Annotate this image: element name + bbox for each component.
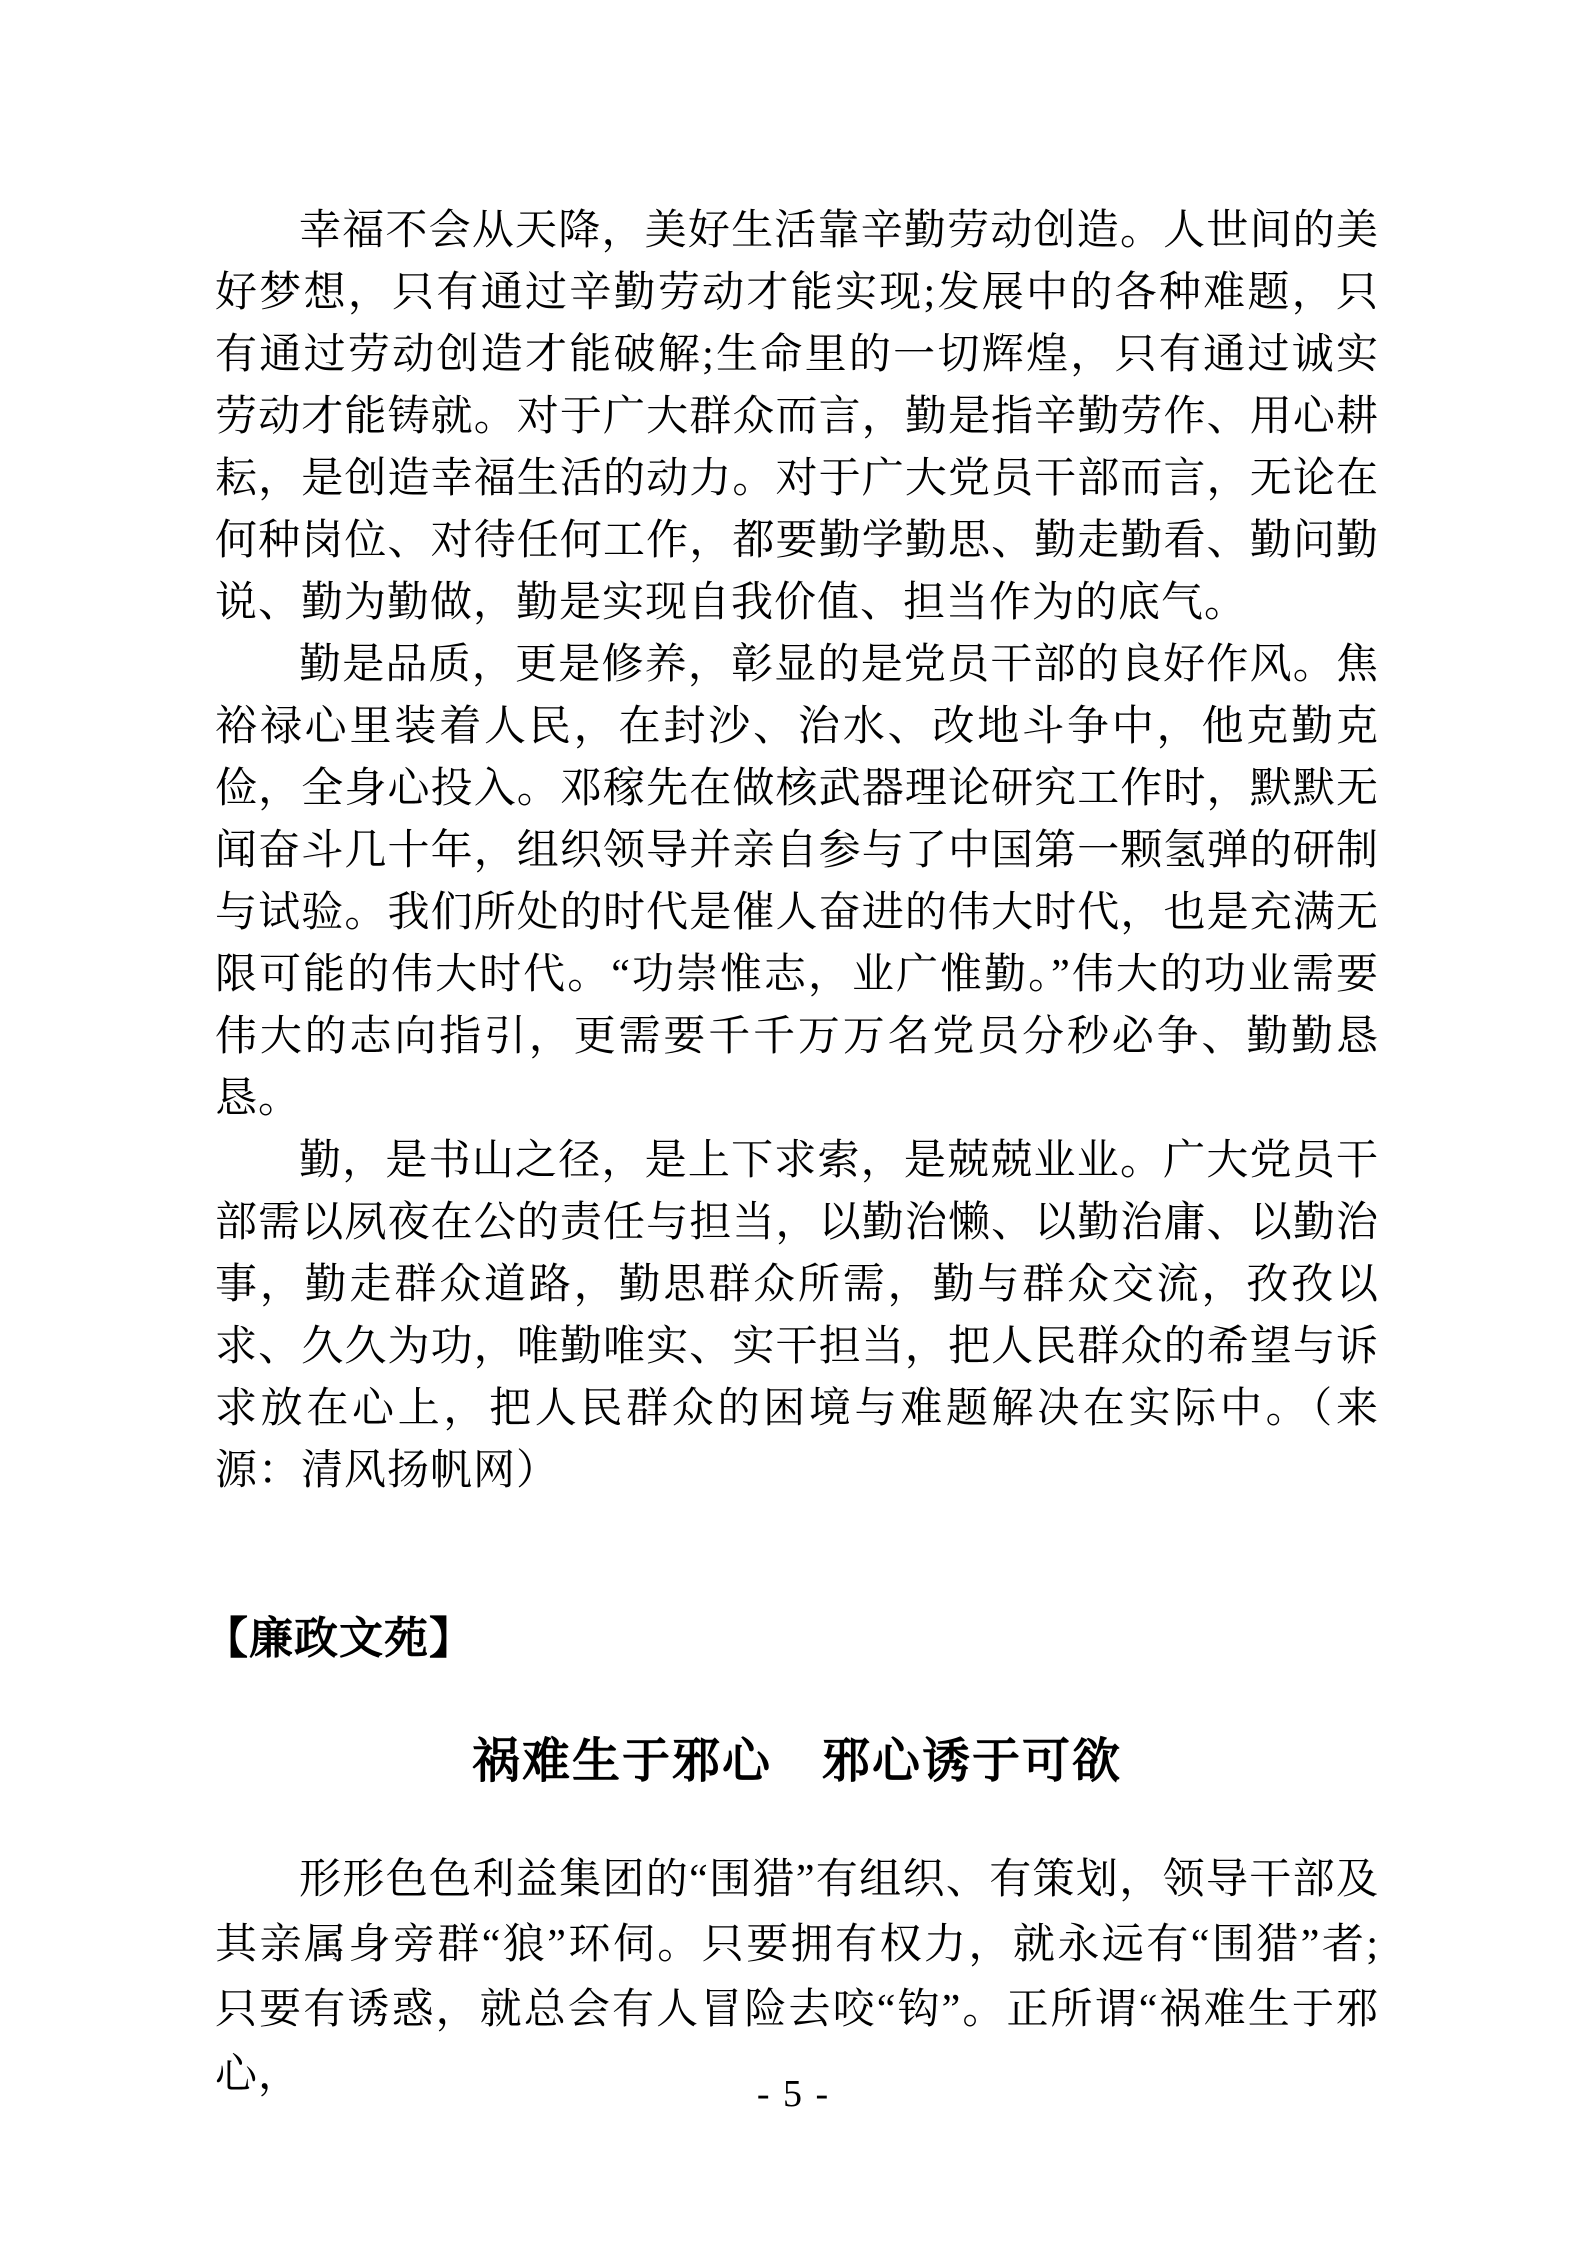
article-huonan-body <box>215 1848 1379 2108</box>
paragraph-qin-1: 幸福不会从天降，美好生活靠辛勤劳动创造。人世间的美好梦想，只有通过辛勤劳动才能实现;发展中的各种难题，只有通过劳动创造才能破解;生命里的一切辉煌，只有通过诚实劳动才能铸就。对于广大群众而言，勤是指辛勤劳作、用心耕耘，是创造幸福生活的动力。对于广大党员干部而言，无论在何种岗位、对待任何工作，都要勤学勤思、勤走勤看、勤问勤说、勤为勤做，勤是实现自我价值、担当作为的底气。 <box>215 208 1379 626</box>
paragraph-huonan-1: 形形色色利益集团的“围猎”有组织、有策划，领导干部及其亲属身旁群“狼”环伺。只要拥有权力，就永远有“围猎”者;只要有诱惑，就总会有人冒险去咬“钩”。正所谓“祸难生于邪心， <box>215 1857 1379 2098</box>
page-number: - 5 - <box>756 2073 831 2115</box>
paragraph-qin-3: 勤，是书山之径，是上下求索，是兢兢业业。广大党员干部需以夙夜在公的责任与担当，以勤治懒、以勤治庸、以勤治事，勤走群众道路，勤思群众所需，勤与群众交流，孜孜以求、久久为功，唯勤唯实、实干担当，把人民群众的希望与诉求放在心上，把人民群众的困境与难题解决在实际中。（来源：清风扬帆网） <box>215 1138 1379 1494</box>
section-header-lianzheng-wenyuan: 【廉政文苑】 <box>204 1614 474 1663</box>
paragraph-qin-2: 勤是品质，更是修养，彰显的是党员干部的良好作风。焦裕禄心里装着人民，在封沙、治水、改地斗争中，他克勤克俭，全身心投入。邓稼先在做核武器理论研究工作时，默默无闻奋斗几十年，组织领导并亲自参与了中国第一颗氢弹的研制与试验。我们所处的时代是催人奋进的伟大时代，也是充满无限可能的伟大时代。“功崇惟志，业广惟勤。”伟大的功业需要伟大的志向指引，更需要千千万万名党员分秒必争、勤勤恳恳。 <box>215 642 1379 1122</box>
article-qin-body <box>215 200 1379 1502</box>
article-title-huonan: 祸难生于邪心 邪心诱于可欲 <box>471 1735 1122 1788</box>
